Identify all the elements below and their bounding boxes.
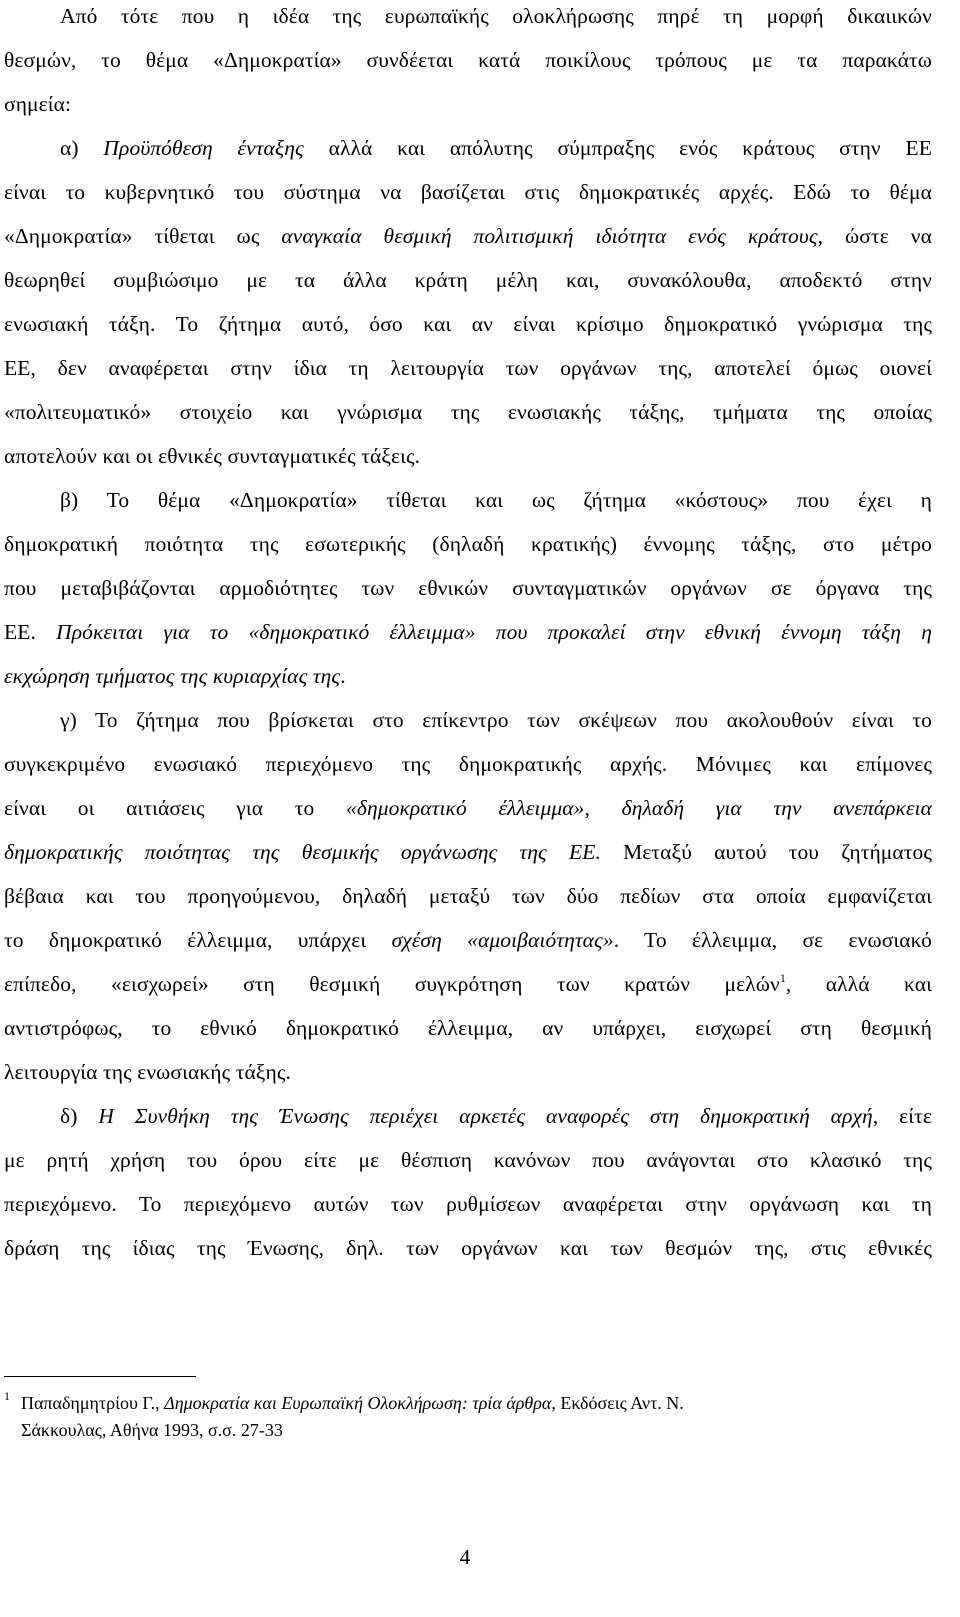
text-line <box>4 1146 932 1190</box>
italic-text-segment: Πρόκειται για το «δημοκρατικό έλλειμμα» που προκαλεί στην εθνική έννομη τάξη η <box>56 620 932 644</box>
text-segment: , αλλά και <box>785 972 932 996</box>
text-segment: . <box>340 664 346 688</box>
text-segment: το δημοκρατικό έλλειμμα, υπάρχει <box>4 928 392 952</box>
text-segment: δημοκρατική ποιότητα της εσωτερικής (δηλαδή κρατικής) έννομης τάξης, στο μέτρο <box>4 532 932 556</box>
text-line <box>4 486 932 530</box>
text-segment: . Το έλλειμμα, σε ενωσιακό <box>613 928 932 952</box>
text-line <box>4 90 932 134</box>
text-segment: σημεία: <box>4 92 72 116</box>
footnote-line-2 <box>4 1417 932 1444</box>
text-segment: θεσμών, το θέμα «Δημοκρατία» συνδέεται κατά ποικίλους τρόπους με τα παρακάτω <box>4 48 932 72</box>
italic-text-segment: Η Συνθήκη της Ένωσης περιέχει αρκετές αναφορές στη δημοκρατική αρχή <box>98 1104 873 1128</box>
footnote-reference[interactable]: 1 <box>779 971 786 985</box>
text-segment: Μεταξύ αυτού του ζητήματος <box>600 840 932 864</box>
footnote-publisher: , Εκδόσεις Αντ. Ν. <box>551 1393 684 1413</box>
text-segment: αντιστρόφως, το εθνικό δημοκρατικό έλλειμμα, αν υπάρχει, εισχωρεί στη θεσμική <box>4 1016 932 1040</box>
text-line <box>4 662 932 706</box>
text-line <box>4 882 932 926</box>
text-segment: δ) <box>60 1104 99 1128</box>
text-line <box>4 442 932 486</box>
footnote-author: Παπαδημητρίου Γ., <box>21 1393 160 1413</box>
italic-text-segment: σχέση «αμοιβαιότητας» <box>391 928 614 952</box>
text-line <box>4 838 932 882</box>
text-line <box>4 222 932 266</box>
text-segment: είναι οι αιτιάσεις για το <box>4 796 346 820</box>
text-segment: αλλά και απόλυτης σύμπραξης ενός κράτους στην ΕΕ <box>303 136 932 160</box>
text-segment: γ) Το ζήτημα που βρίσκεται στο επίκεντρο των σκέψεων που ακολουθούν είναι το <box>60 708 932 732</box>
text-line <box>4 926 932 970</box>
text-line <box>4 46 932 90</box>
text-line <box>4 970 932 1014</box>
italic-text-segment: «δημοκρατικό έλλειμμα», δηλαδή για την ανεπάρκεια <box>346 796 932 820</box>
italic-text-segment: εκχώρηση τμήματος της κυριαρχίας της <box>4 664 341 688</box>
text-line <box>4 310 932 354</box>
italic-text-segment: Προϋπόθεση ένταξης <box>103 136 304 160</box>
text-line <box>4 618 932 662</box>
text-line <box>4 1190 932 1234</box>
text-line <box>4 266 932 310</box>
text-segment: λειτουργία της ενωσιακής τάξης. <box>4 1060 291 1084</box>
text-line <box>4 354 932 398</box>
text-line <box>4 2 932 46</box>
text-segment: ΕΕ. <box>4 620 57 644</box>
text-line <box>4 1058 932 1102</box>
text-segment: α) <box>60 136 104 160</box>
text-line <box>4 794 932 838</box>
italic-text-segment: δημοκρατικής ποιότητας της θεσμικής οργάνωσης της ΕΕ. <box>4 840 601 864</box>
text-line <box>4 1014 932 1058</box>
text-segment: αποτελούν και οι εθνικές συνταγματικές τάξεις. <box>4 444 421 468</box>
text-line <box>4 1234 932 1278</box>
text-segment: που μεταβιβάζονται αρμοδιότητες των εθνικών συνταγματικών οργάνων σε όργανα της <box>4 576 932 600</box>
text-segment: περιεχόμενο. Το περιεχόμενο αυτών των ρυθμίσεων αναφέρεται στην οργάνωση και τη <box>4 1192 932 1216</box>
text-segment: Από τότε που η ιδέα της ευρωπαϊκής ολοκλήρωσης πηρέ τη μορφή δικαιικών <box>60 4 932 28</box>
text-line <box>4 178 932 222</box>
text-line <box>4 530 932 574</box>
text-line <box>4 574 932 618</box>
text-segment: είναι το κυβερνητικό του σύστημα να βασίζεται στις δημοκρατικές αρχές. Εδώ το θέμα <box>4 180 932 204</box>
body-text <box>4 2 932 1278</box>
text-line <box>4 750 932 794</box>
text-line <box>4 706 932 750</box>
text-line <box>4 1102 932 1146</box>
text-segment: , ώστε να <box>817 224 932 248</box>
text-segment: , είτε <box>872 1104 932 1128</box>
footnote-line-1: $^1$ Παπαδημητρίου Γ., Δημοκρατία και Ευρωπαϊκή Ολοκλήρωση: τρία άρθρα, Εκδόσεις Αντ. Ν. <box>4 1390 684 1413</box>
footnote-publisher-cont: Σάκκουλας, Αθήνα 1993, σ.σ. 27-33 <box>21 1420 283 1440</box>
text-segment: επίπεδο, «εισχωρεί» στη θεσμική συγκρότηση των κρατών μελών <box>4 972 780 996</box>
footnote-separator <box>4 1376 196 1377</box>
text-segment: δράση της ίδιας της Ένωσης, δηλ. των οργάνων και των θεσμών της, στις εθνικές <box>4 1236 932 1260</box>
text-segment: «Δημοκρατία» τίθεται ως <box>4 224 282 248</box>
page-number: 4 <box>459 1545 471 1569</box>
text-segment: συγκεκριμένο ενωσιακό περιεχόμενο της δημοκρατικής αρχής. Μόνιμες και επίμονες <box>4 752 932 776</box>
text-segment: με ρητή χρήση του όρου είτε με θέσπιση κανόνων που ανάγονται στο κλασικό της <box>4 1148 932 1172</box>
text-segment: β) Το θέμα «Δημοκρατία» τίθεται και ως ζήτημα «κόστους» που έχει η <box>60 488 932 512</box>
text-line <box>4 134 932 178</box>
footnote <box>4 1390 932 1444</box>
footnote-title: Δημοκρατία και Ευρωπαϊκή Ολοκλήρωση: τρία άρθρα <box>164 1393 552 1413</box>
text-segment: θεωρηθεί συμβιώσιμο με τα άλλα κράτη μέλη και, συνακόλουθα, αποδεκτό στην <box>4 268 932 292</box>
text-segment: ΕΕ, δεν αναφέρεται στην ίδια τη λειτουργία των οργάνων της, αποτελεί όμως οιονεί <box>4 356 932 380</box>
text-segment: «πολιτευματικό» στοιχείο και γνώρισμα της ενωσιακής τάξης, τμήματα της οποίας <box>4 400 932 424</box>
italic-text-segment: αναγκαία θεσμική πολιτισμική ιδιότητα ενός κράτους <box>281 224 818 248</box>
text-line <box>4 398 932 442</box>
text-segment: βέβαια και του προηγούμενου, δηλαδή μεταξύ των δύο πεδίων στα οποία εμφανίζεται <box>4 884 932 908</box>
text-segment: ενωσιακή τάξη. Το ζήτημα αυτό, όσο και αν είναι κρίσιμο δημοκρατικό γνώρισμα της <box>4 312 932 336</box>
